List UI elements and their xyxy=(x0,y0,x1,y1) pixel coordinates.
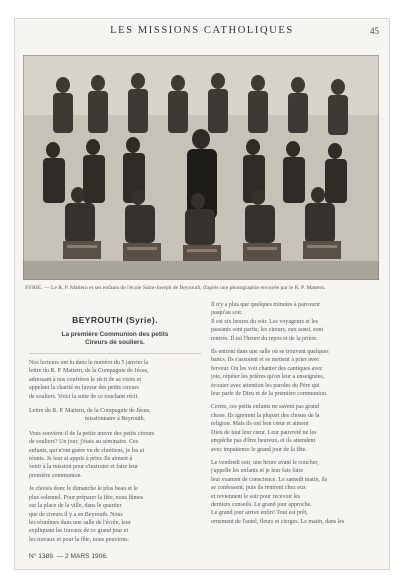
journal-page xyxy=(14,18,390,570)
text-line: que de cireurs il y a en Beyrouth. Nous xyxy=(29,511,123,518)
text-line: derniers conseils. Le grand jour approche. xyxy=(211,501,312,508)
text-line: Il est six heures du soir. Les voyageurs et les xyxy=(211,318,318,325)
page-header xyxy=(15,19,389,45)
text-line: écouter avec attention les paroles du Père qui xyxy=(211,382,320,389)
article-subtitle-1: La première Communion des petits xyxy=(61,331,169,338)
text-line: plus solennel. Pour préparer la fête, nous fûmes xyxy=(29,494,144,501)
text-line: ornement de l'autel, fleurs et cierges. Le matin, dans les xyxy=(211,518,345,525)
text-line: Le grand jour arrive enfin! Tout est prêt, xyxy=(211,510,308,517)
text-line: les travaux et pour la fête, nous pouvions. xyxy=(29,536,130,543)
text-line: joie, répéter les prières qu'on leur a enseignées, xyxy=(211,374,325,381)
text-line: passants sont partis; les cireurs, eux aussi, sont xyxy=(211,327,324,334)
text-line: Il n'y a plus que quelques minutes à parcourir xyxy=(211,302,321,308)
text-line: rentrés. Il est l'heure du repos et de la prière. xyxy=(211,335,318,342)
text-line: Nos lecteurs ont lu dans le numéro du 5 janvier la xyxy=(29,360,149,366)
paragraph xyxy=(29,430,201,480)
text-line: lettre du R. P. Mattern, de la Compagnie de Jésus, xyxy=(29,368,149,375)
text-line: religion. Mais ils ont bon cœur et aiment xyxy=(211,421,309,428)
right-column xyxy=(211,301,383,526)
issue-footer: N° 1389. — 2 MARS 1906. xyxy=(29,553,108,560)
text-line: missionnaire à Beyrouth. xyxy=(84,416,146,423)
text-line: et reviennent le soir pour recevoir les xyxy=(211,493,301,500)
text-line: Ils entrent dans une salle où se trouvent quelques xyxy=(211,349,329,356)
photo-illustration xyxy=(23,55,379,280)
paragraph xyxy=(211,348,383,398)
text-line: leur examen de conscience. Le samedi matin, ils xyxy=(211,476,328,483)
text-line: empêche pas d'être heureux, et ils attendent xyxy=(211,438,316,445)
text-line: Certes, ces petits enfants ne savent pas grand xyxy=(211,404,319,411)
text-line: les réunîmes dans une salle de l'école, leur xyxy=(29,519,131,526)
paragraph xyxy=(211,403,383,453)
paragraph xyxy=(211,459,383,526)
text-line: leur parle de Dieu et de la première communion. xyxy=(211,391,328,398)
text-line: Vous souvient-il de la petite œuvre des petits cireurs xyxy=(29,430,155,437)
paragraph xyxy=(211,301,383,343)
text-line: se confessent; puis ils rentrent chez eux xyxy=(211,485,306,492)
text-line: enfants, qui n'ont guère vu de chrétiens, je les ai xyxy=(29,447,145,454)
text-line: appelant la charité en faveur des petits cireurs xyxy=(29,385,139,392)
text-line: j'appelle les enfants et je leur fais faire xyxy=(211,468,304,475)
text-line: ferveur. On les voit chanter des cantiques avec xyxy=(211,365,323,372)
text-line: Le vendredi soir, une heure avant le coucher, xyxy=(211,459,319,466)
article-subtitle-2: Cireurs de souliers. xyxy=(85,339,145,346)
text-line: expliquant les travaux de ce grand jour et xyxy=(29,528,129,535)
text-line: Lettre du R. P. Mattern, de la Compagnie de Jésus, xyxy=(29,408,151,415)
text-line: venir à la mission pour s'instruire et faire leur xyxy=(29,464,139,471)
paragraph xyxy=(29,485,201,544)
text-line: de souliers. Voici la suite de ce touchant récit. xyxy=(29,393,139,400)
text-line: sur la place de la ville, dans le quartier xyxy=(29,503,122,510)
page-number: 45 xyxy=(370,26,379,36)
text-line: chose. Ils ignorent la plupart des choses de la xyxy=(211,412,320,419)
intro-paragraph xyxy=(29,359,201,401)
text-line: réunis. Je leur ai appris à prier. Ils aiment à xyxy=(29,456,133,463)
text-line: bancs. Ils s'assoient et se mettent à prier avec xyxy=(211,357,320,364)
text-line: Je choisis donc le dimanche le plus beau et le xyxy=(29,486,138,493)
divider xyxy=(29,353,201,354)
section-title: BEYROUTH (Syrie). xyxy=(72,315,158,325)
text-line: de souliers? Un jour, j'étais au séminaire. Ces xyxy=(29,439,138,446)
text-line: avec impatience le grand jour de la fête. xyxy=(211,446,307,453)
letter-heading xyxy=(29,407,201,424)
text-line: première communion. xyxy=(29,472,82,479)
photo-caption: SYRIE. — Le R. P. Mattern et ses enfants de l'école Saint-Joseph de Beyrouth, d'après une photographie envoyée par le R. P. Mattern. xyxy=(25,285,326,291)
journal-title: LES MISSIONS CATHOLIQUES xyxy=(110,25,294,36)
text-line: adressant à nos confrères le récit de sa visite et xyxy=(29,376,142,383)
text-line: Dieu de tout leur cœur. Leur pauvreté ne les xyxy=(211,429,317,436)
left-column xyxy=(29,301,201,544)
group-photograph xyxy=(23,55,379,280)
text-line: jusqu'au soir. xyxy=(211,310,243,317)
